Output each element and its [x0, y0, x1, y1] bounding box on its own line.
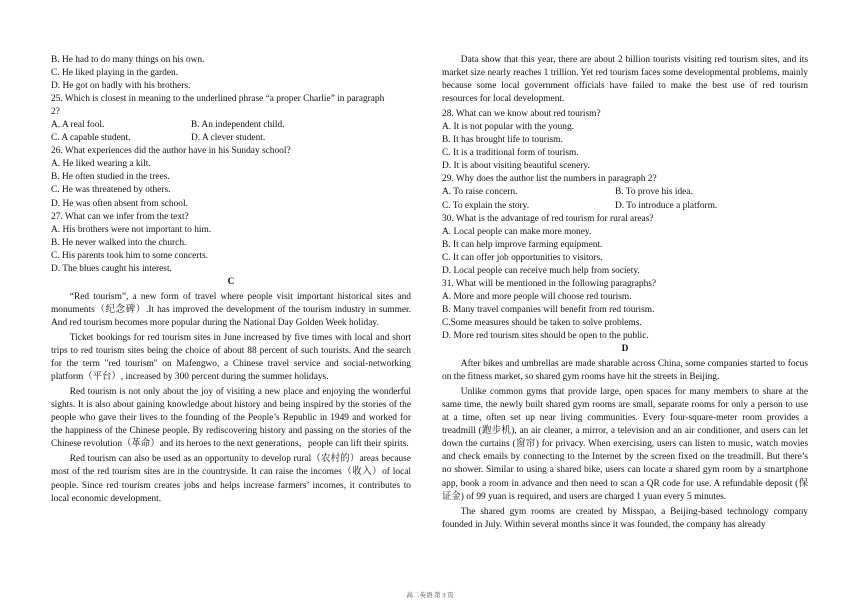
option-line: C. It can offer job opportunities to visitors.: [442, 252, 603, 263]
option-line: A. It is not popular with the young.: [442, 122, 575, 133]
option: A. A real fool.: [51, 120, 105, 131]
left-column: [51, 54, 411, 508]
question-31: 31. What will be mentioned in the following paragraphs?: [442, 278, 657, 289]
passage-paragraph: After bikes and umbrellas are made sharable across China, some companies started to focus on the fitness market, so shared gym rooms have hit the streets in Beijing.: [442, 359, 808, 383]
question-25: 25. Which is closest in meaning to the underlined phrase “a proper Charlie” in paragraph 2?: [51, 94, 385, 118]
option-line: D. More red tourism sites should be open to the public.: [442, 330, 649, 341]
question-27: 27. What can we infer from the text?: [51, 211, 189, 222]
q25-options-row1: [51, 119, 411, 132]
option: C. A capable student.: [51, 133, 131, 144]
passage-paragraph: Ticket bookings for red tourism sites in June increased by five times with local and short trips to red tourism sites being the choice of about 88 percent of such tourists. And the search for the term "red tourism" on Mafengwo, a Chinese travel service and social-networking platform（平台）, increased by 300 percent during the summer holidays.: [51, 332, 411, 383]
option: B. An independent child.: [191, 120, 285, 131]
q25-options-row2: [51, 132, 411, 145]
q29-options-row1: [442, 186, 808, 199]
option-line: D. He got on badly with his brothers.: [51, 81, 191, 92]
passage-paragraph: Data show that this year, there are about 2 billion tourists visiting red tourism sites, and its market size nearly reaches 1 trillion. Yet red tourism faces some developmental problems, mainly because some local government officials have failed to make the best use of red tourism resources for local development.: [442, 55, 808, 105]
option-line: C. He was threatened by others.: [51, 185, 171, 196]
passage-paragraph: The shared gym rooms are created by Misspao, a Beijing-based technology company founded in July. Within several months since it was founded, the company has already: [442, 506, 808, 530]
option-line: A. Local people can make more money.: [442, 226, 592, 237]
page-footer: 高二英语 第 3 页: [406, 592, 454, 599]
option-line: A. He liked wearing a kilt.: [51, 159, 151, 170]
option-line: A. More and more people will choose red tourism.: [442, 291, 632, 302]
passage-paragraph: Red tourism is not only about the joy of visiting a new place and enjoying the wonderful sights. It is also about gaining knowledge about history and being inspired by the stories of the people who gave their lives to the founding of the People’s Republic in 1949 and worked for the happiness of the Chinese people. By rediscovering history and passing on the stories of the Chinese revolution（革命）and its heroes to the next generations，people can lift their spirits.: [51, 387, 411, 450]
option-line: D. The blues caught his interest.: [51, 263, 172, 274]
option-line: C.Some measures should be taken to solve problems.: [442, 317, 642, 328]
option: D. A clever student.: [191, 133, 266, 144]
option-line: B. He had to do many things on his own.: [51, 55, 205, 65]
option-line: C. He liked playing in the garden.: [51, 68, 179, 79]
option-line: A. His brothers were not important to him.: [51, 224, 212, 235]
passage-paragraph: “Red tourism”, a new form of travel where people visit important historical sites and monuments（纪念碑）.It has improved the development of the tourism industry in summer. And red tourism becomes more popular during the National Day Golden Week holiday.: [51, 291, 411, 328]
option-line: B. He never walked into the church.: [51, 237, 187, 248]
section-heading-d: D: [621, 344, 629, 355]
option-line: B. He often studied in the trees.: [51, 172, 170, 183]
option-line: D. Local people can receive much help from society.: [442, 265, 640, 276]
question-30: 30. What is the advantage of red tourism for rural areas?: [442, 213, 654, 224]
section-heading-c: C: [227, 276, 235, 287]
passage-paragraph: Red tourism can also be used as an opportunity to develop rural（农村的）areas because most of the red tourism sites are in the countryside. It can raise the incomes（收入）of local people. Since red tourism creates jobs and helps increase farmers’ incomes, it contributes to local economic development.: [51, 454, 411, 504]
question-29: 29. Why does the author list the numbers in paragraph 2?: [442, 174, 657, 185]
option: D. To introduce a platform.: [615, 200, 718, 211]
q29-options-row2: [442, 200, 808, 213]
passage-paragraph: Unlike common gyms that provide large, open spaces for many members to share at the same time, the newly built shared gym rooms are small, separate rooms for only a person to use at a time, often set up near living communities. Every four-square-meter room provides a treadmill (跑步机), an air cleaner, a mirror, a television and an air conditioner, and users can let down the curtains (窗帘) for privacy. When exercising, users can listen to music, watch movies and check emails by connecting to the Internet by the screen fixed on the treadmill. But there’s no shower. Similar to using a shared bike, users can locate a shared gym room by a smartphone app, book a room in advance and then need to scan a QR code for use. A refundable deposit (保证金) of 99 yuan is required, and users are charged 1 yuan every 5 minutes.: [442, 387, 808, 502]
option-line: D. It is about visiting beautiful scenery.: [442, 161, 590, 172]
option: A. To raise concern.: [442, 187, 518, 198]
question-28: 28. What can we know about red tourism?: [442, 109, 601, 120]
option-line: C. It is a traditional form of tourism.: [442, 148, 579, 159]
question-26: 26. What experiences did the author have in his Sunday school?: [51, 146, 291, 157]
option-line: B. It has brought life to tourism.: [442, 135, 563, 146]
option-line: C. His parents took him to some concerts.: [51, 250, 209, 261]
right-column: [442, 54, 808, 534]
option-line: D. He was often absent from school.: [51, 198, 188, 209]
option: C. To explain the story.: [442, 200, 530, 211]
option-line: B. It can help improve farming equipment.: [442, 239, 603, 250]
option-line: B. Many travel companies will benefit from red tourism.: [442, 304, 655, 315]
option: B. To prove his idea.: [615, 187, 693, 198]
